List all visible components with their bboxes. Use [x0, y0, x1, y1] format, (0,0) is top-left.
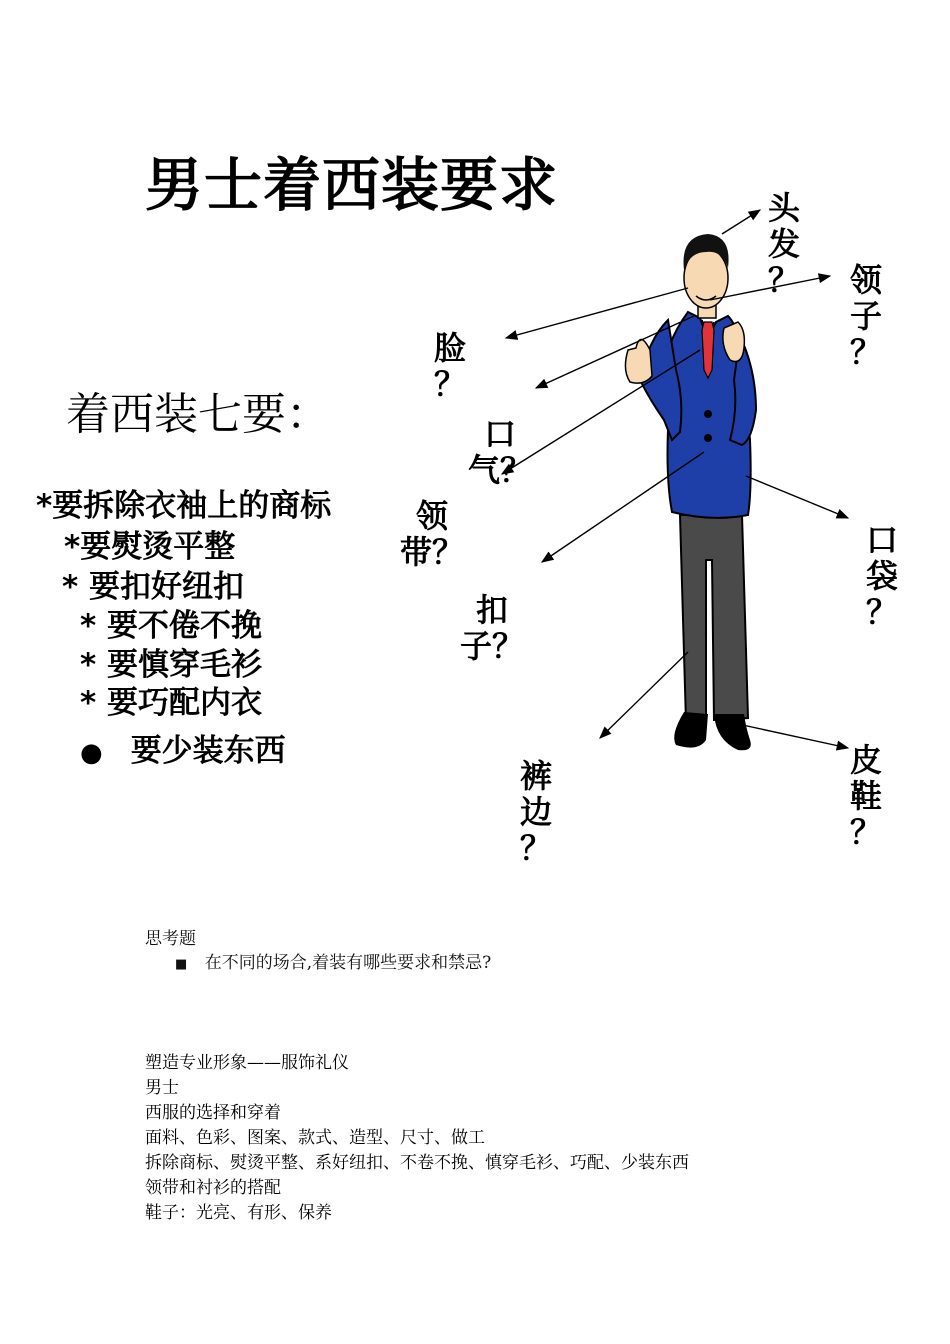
rule-bullet: *: [80, 608, 97, 644]
rule-text: 要扣好纽扣: [78, 569, 245, 605]
label-collar: 领 子 ？: [850, 261, 883, 371]
rule-text: 要慎穿毛衫: [96, 647, 263, 683]
label-trouser-hem: 裤 边 ？: [520, 757, 553, 867]
think-question: 在不同的场合,着装有哪些要求和禁忌?: [204, 953, 492, 973]
square-bullet-icon: ■: [175, 957, 188, 972]
label-pocket: 口 袋 ？: [866, 521, 899, 631]
rule-bullet: *: [62, 569, 79, 605]
label-tie: 领 带？: [400, 497, 465, 571]
think-question-item: [175, 948, 491, 973]
label-face: 脸 ？: [434, 329, 467, 403]
summary-line: 鞋子：光亮、有形、保养: [145, 1203, 332, 1223]
rule-text: 要少装东西: [130, 733, 286, 769]
label-button: 扣 子？: [460, 591, 525, 665]
rule-bullet: *: [64, 529, 81, 565]
summary-line: 男士: [145, 1078, 179, 1098]
rule-bullet: *: [36, 488, 53, 524]
rule-text: 要拆除衣袖上的商标: [52, 488, 332, 524]
page-title: 男士着西装要求: [145, 151, 559, 219]
summary-line: 领带和衬衫的搭配: [145, 1178, 281, 1198]
rule-text: 要巧配内衣: [96, 685, 263, 721]
rule-text: 要熨烫平整: [80, 529, 236, 565]
rule-bullet: *: [80, 685, 97, 721]
rule-bullet: ●: [80, 738, 103, 768]
seven-rules-heading: 着西装七要：: [66, 389, 330, 440]
label-hair: 头 发 ？: [768, 189, 801, 299]
summary-line: 拆除商标、熨烫平整、系好纽扣、不卷不挽、慎穿毛衫、巧配、少装东西: [145, 1153, 689, 1173]
label-breath: 口 气？: [468, 415, 533, 489]
trousers: [680, 515, 748, 722]
label-shoes: 皮 鞋 ？: [850, 741, 883, 851]
rule-text: 要不倦不挽: [96, 608, 263, 644]
rule-bullet: *: [80, 647, 97, 683]
summary-line: 西服的选择和穿着: [145, 1103, 281, 1123]
summary-line: 塑造专业形象——服饰礼仪: [145, 1053, 349, 1073]
think-heading: 思考题: [145, 929, 196, 949]
summary-line: 面料、色彩、图案、款式、造型、尺寸、做工: [145, 1128, 485, 1148]
shoes-icon: [674, 712, 751, 750]
tie: [702, 322, 714, 378]
